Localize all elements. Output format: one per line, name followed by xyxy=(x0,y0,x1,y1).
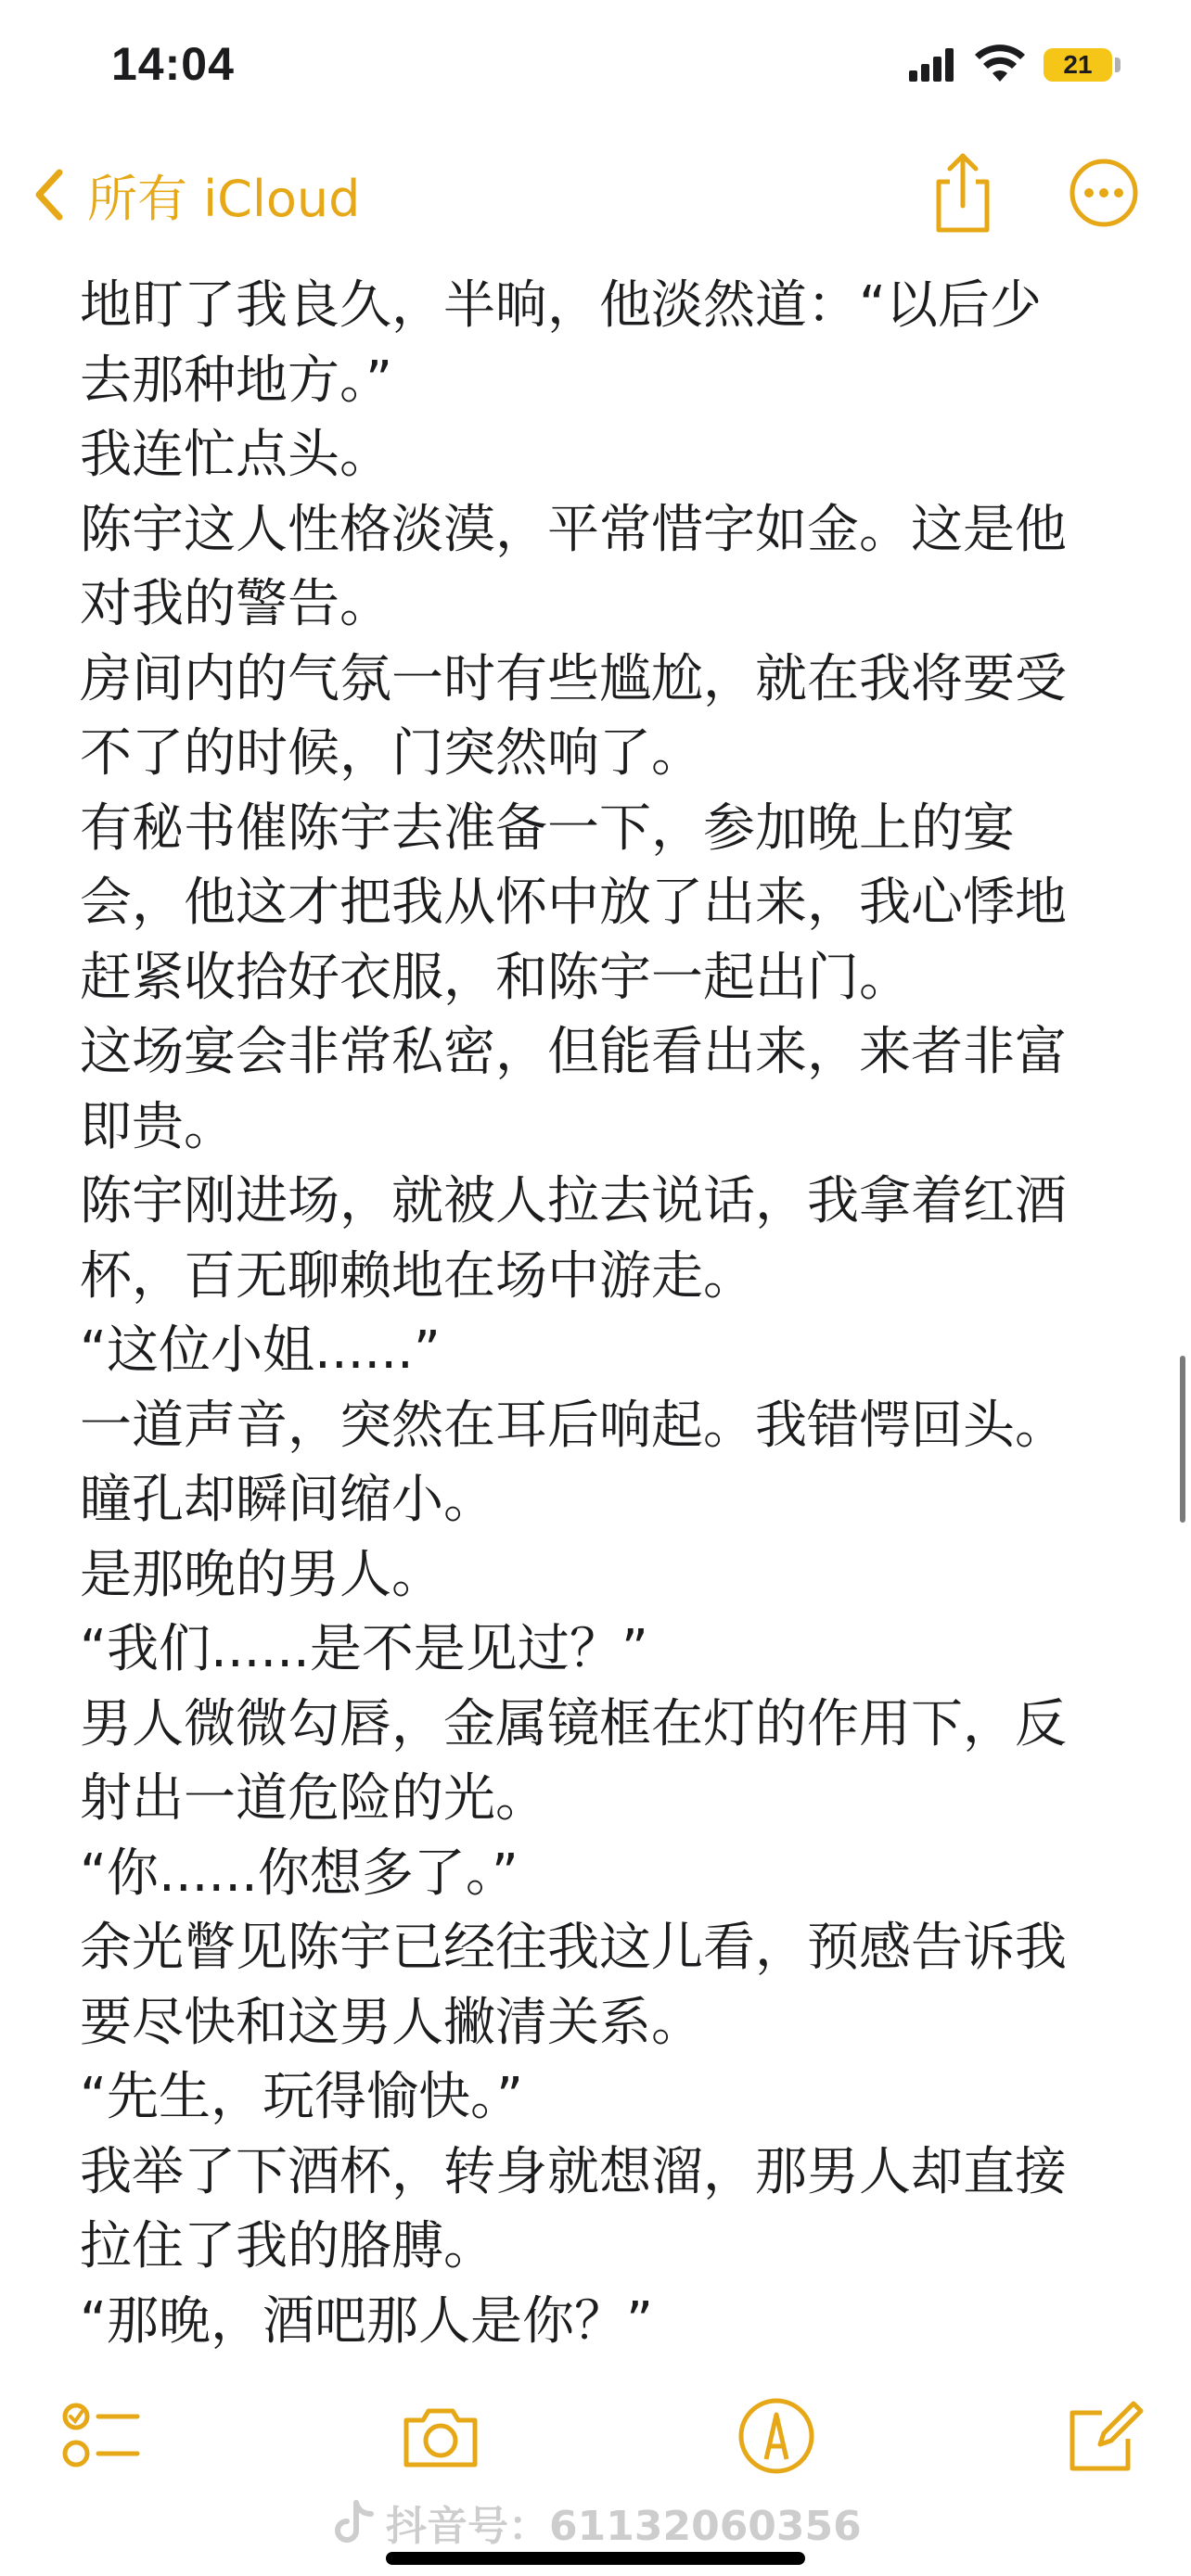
note-line: 是那晚的男人。 xyxy=(80,1544,443,1605)
note-line: 房间内的气氛一时有些尴尬，就在我将要受 xyxy=(80,648,1067,709)
note-line: 男人微微勾唇，金属镜框在灯的作用下，反 xyxy=(80,1693,1067,1754)
note-line: 去那种地方。” xyxy=(80,350,393,411)
compose-icon[interactable] xyxy=(1063,2394,1146,2478)
navigation-bar xyxy=(0,139,1191,250)
share-icon[interactable] xyxy=(928,150,998,236)
chevron-left-icon xyxy=(32,167,69,223)
more-options-icon[interactable] xyxy=(1069,158,1139,228)
note-line: “你......你想多了。” xyxy=(80,1843,519,1904)
note-line: 瞳孔却瞬间缩小。 xyxy=(80,1470,495,1530)
note-line: 我举了下酒杯，转身就想溜，那男人却直接 xyxy=(80,2141,1067,2202)
note-line: 余光瞥见陈宇已经往我这儿看，预感告诉我 xyxy=(80,1918,1067,1978)
back-button[interactable] xyxy=(32,158,360,232)
note-line: 不了的时候，门突然响了。 xyxy=(80,723,703,784)
note-line: “我们......是不是见过？” xyxy=(80,1619,648,1679)
wifi-icon xyxy=(974,45,1026,83)
note-line: “先生，玩得愉快。” xyxy=(80,2067,524,2127)
note-line: 我连忙点头。 xyxy=(80,425,391,485)
scroll-indicator[interactable] xyxy=(1180,1356,1185,1523)
note-line: 对我的警告。 xyxy=(80,574,391,634)
note-line: 陈宇刚进场，就被人拉去说话，我拿着红酒 xyxy=(80,1171,1067,1231)
checklist-icon[interactable] xyxy=(58,2394,141,2478)
cellular-signal-icon xyxy=(909,48,955,82)
note-line: 要尽快和这男人撇清关系。 xyxy=(80,1992,703,2053)
status-time: 14:04 xyxy=(111,38,235,90)
douyin-logo-icon xyxy=(334,2499,375,2545)
note-line: 射出一道危险的光。 xyxy=(80,1768,547,1829)
note-line: 赶紧收拾好衣服，和陈宇一起出门。 xyxy=(80,947,911,1008)
note-line: 一道声音，突然在耳后响起。我错愕回头。 xyxy=(80,1395,1067,1456)
back-label: 所有 iCloud xyxy=(87,169,361,228)
note-line: 拉住了我的胳膊。 xyxy=(80,2216,495,2276)
note-line: 这场宴会非常私密，但能看出来，来者非富 xyxy=(80,1022,1067,1082)
note-line: 有秘书催陈宇去准备一下，参加晚上的宴 xyxy=(80,797,1015,859)
note-line: “这位小姐......” xyxy=(80,1320,441,1381)
watermark xyxy=(334,2493,862,2552)
status-bar xyxy=(0,0,1191,121)
note-line: 即贵。 xyxy=(80,1096,236,1157)
note-line: 陈宇这人性格淡漠，平常惜字如金。这是他 xyxy=(80,499,1067,560)
camera-icon[interactable] xyxy=(399,2394,482,2478)
note-line: 地盯了我良久，半晌，他淡然道：“以后少 xyxy=(80,275,1043,336)
note-body[interactable] xyxy=(80,269,1119,2355)
battery-cap xyxy=(1115,57,1121,72)
home-indicator[interactable] xyxy=(386,2552,805,2565)
note-line: “那晚，酒吧那人是你？” xyxy=(80,2290,654,2352)
markup-pen-icon[interactable] xyxy=(735,2394,818,2478)
watermark-text: 抖音号：61132060356 xyxy=(386,2503,862,2550)
note-line: 会，他这才把我从怀中放了出来，我心悸地 xyxy=(80,873,1067,933)
note-line: 杯，百无聊赖地在场中游走。 xyxy=(80,1245,755,1307)
battery-level: 21 xyxy=(1044,48,1112,82)
